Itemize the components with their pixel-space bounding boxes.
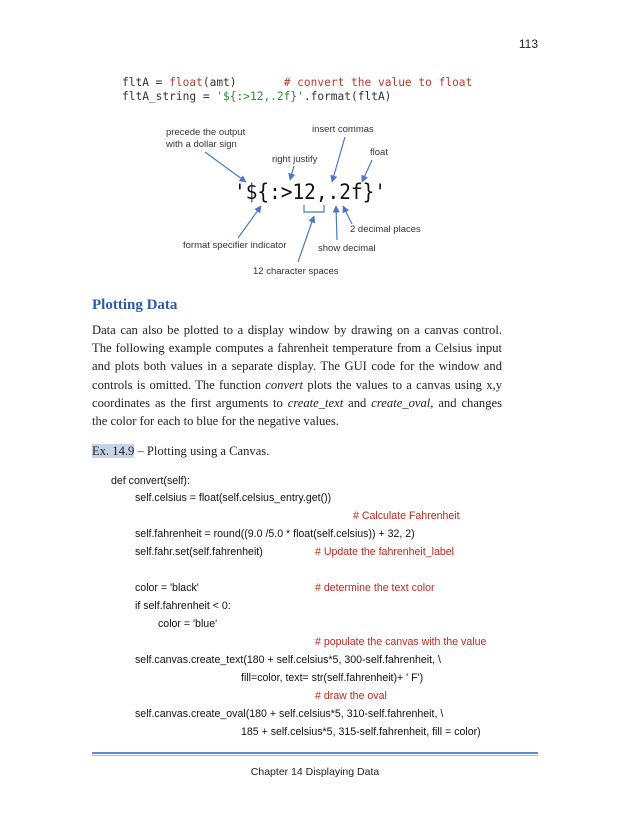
code-comment: # Calculate Fahrenheit (353, 510, 460, 522)
footer-chapter-title: Chapter 14 Displaying Data (250, 766, 380, 778)
top-code-line-2: fltA_string = '${:>12,.2f}'.format(fltA) (122, 90, 392, 103)
annotation-dollar-line-1: precede the output (166, 127, 246, 138)
annotation-character-spaces: 12 character spaces (253, 266, 339, 277)
format-specifier-diagram (0, 0, 630, 290)
arrow-character-spaces (298, 216, 314, 262)
code-line: def convert(self): (111, 475, 190, 487)
code-comment: # draw the oval (315, 690, 387, 702)
italic-convert: convert (265, 377, 304, 392)
code-line: self.fahrenheit = round((9.0 /5.0 * float(self.celsius)) + 32, 2) (135, 528, 415, 540)
arrow-show-decimal (336, 206, 337, 240)
example-caption: Ex. 14.9 – Plotting using a Canvas. (92, 444, 270, 458)
code-line: color = 'blue' (158, 618, 218, 630)
italic-create-oval: create_oval, (371, 395, 434, 410)
code-line: fill=color, text= str(self.fahrenheit)+ ' F') (241, 672, 424, 684)
top-code-line-1: fltA = float(amt) # convert the value to float (122, 76, 473, 89)
code-line: 185 + self.celsius*5, 315-self.fahrenheit, fill = color) (241, 726, 481, 738)
code-comment: # Update the fahrenheit_label (315, 546, 455, 558)
annotation-decimal-places: 2 decimal places (350, 224, 421, 235)
code-comment: # determine the text color (315, 582, 435, 594)
code-line: if self.fahrenheit < 0: (135, 600, 231, 612)
annotation-dollar-line-2: with a dollar sign (166, 139, 237, 150)
code-line: color = 'black' (135, 582, 199, 594)
example-number: Ex. 14.9 (92, 444, 135, 458)
arrow-decimal-places (343, 206, 352, 224)
italic-create-text: create_text (287, 395, 344, 410)
arrow-right-justify (290, 166, 294, 180)
code-comment: # populate the canvas with the value (315, 636, 487, 648)
footer-rule-thin (92, 755, 538, 756)
annotation-float: float (370, 147, 388, 158)
code-line: self.canvas.create_text(180 + self.celsius*5, 300-self.fahrenheit, \ (135, 654, 441, 666)
arrow-float (362, 160, 372, 182)
format-string: '${:>12,.2f}' (234, 180, 386, 204)
page-number: 113 (518, 37, 538, 51)
arrow-dollar (205, 152, 246, 182)
width-bracket (304, 205, 324, 212)
footer-rule (92, 752, 538, 754)
section-heading: Plotting Data (92, 297, 178, 313)
arrow-commas (332, 137, 345, 182)
annotation-insert-commas: insert commas (312, 124, 374, 135)
code-line: self.canvas.create_oval(180 + self.celsius*5, 310-self.fahrenheit, \ (135, 708, 444, 720)
annotation-show-decimal: show decimal (318, 243, 376, 254)
arrow-specifier (238, 206, 261, 238)
annotation-specifier-indicator: format specifier indicator (183, 240, 287, 251)
body-paragraph: Data can also be plotted to a display window by drawing on a canvas control. The following example computes a fahrenheit temperature from a Celsius input and plots both values in a separate display. The GUI code for the window and controls is omitted. The function convert plots the values to a canvas using x,y coordinates as the first arguments to create_text and create_oval, and changes the color for each to blue for the negative values. (92, 323, 503, 429)
annotation-right-justify: right justify (272, 154, 318, 165)
code-line: self.celsius = float(self.celsius_entry.get()) (135, 492, 332, 504)
code-line: self.fahr.set(self.fahrenheit) (135, 546, 263, 558)
